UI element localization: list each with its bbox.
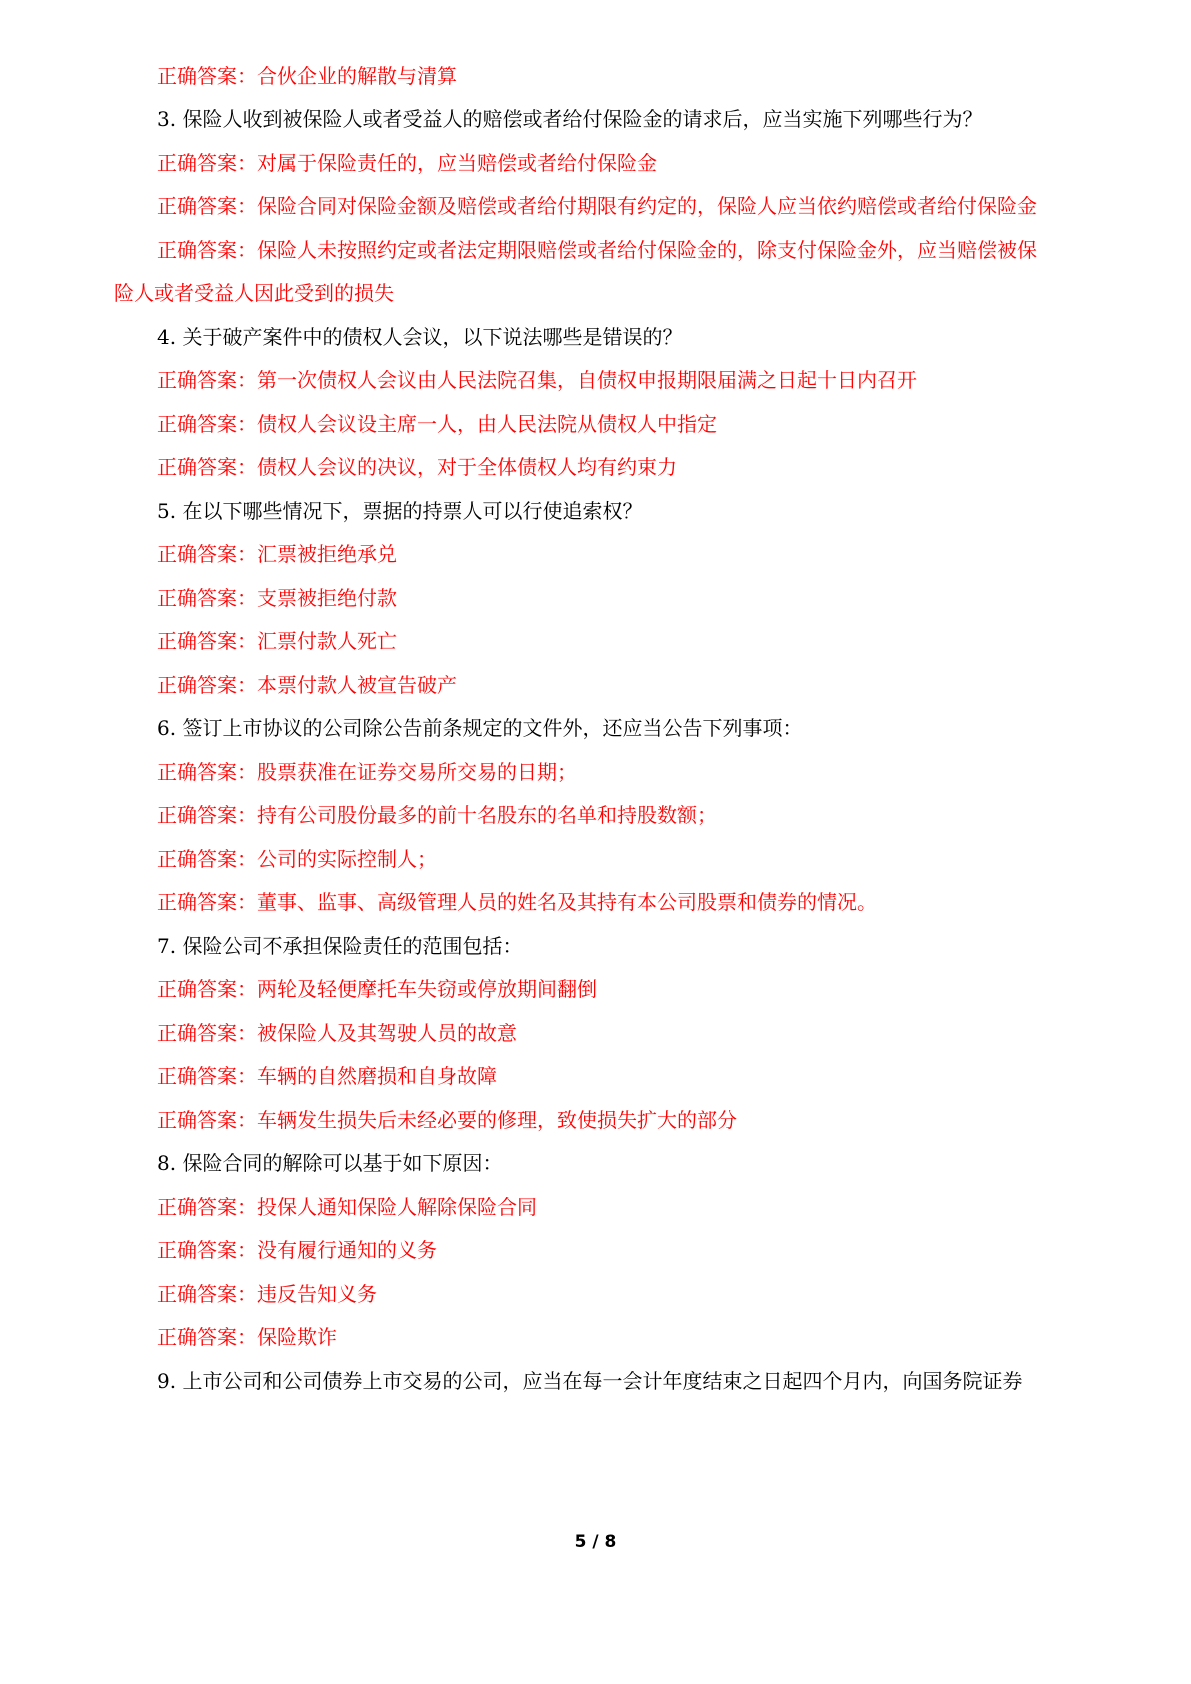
question-8: 8. 保险合同的解除可以基于如下原因： [157, 1151, 503, 1175]
answer-line: 正确答案：债权人会议设主席一人，由人民法院从债权人中指定 [157, 412, 717, 436]
answer-line: 正确答案：没有履行通知的义务 [157, 1238, 437, 1262]
answer-line: 正确答案：合伙企业的解散与清算 [157, 64, 457, 88]
answer-line: 正确答案：第一次债权人会议由人民法院召集，自债权申报期限届满之日起十日内召开 [157, 368, 917, 392]
answer-line: 正确答案：股票获准在证券交易所交易的日期； [157, 760, 577, 784]
answer-line: 正确答案：车辆的自然磨损和自身故障 [157, 1064, 497, 1088]
answer-line: 正确答案：车辆发生损失后未经必要的修理，致使损失扩大的部分 [157, 1108, 737, 1132]
answer-line: 正确答案：保险合同对保险金额及赔偿或者给付期限有约定的，保险人应当依约赔偿或者给付保险金 [157, 194, 1037, 218]
page-number: 5 / 8 [574, 1532, 617, 1552]
answer-line: 正确答案：支票被拒绝付款 [157, 586, 397, 610]
answer-line: 正确答案：汇票付款人死亡 [157, 629, 397, 653]
answer-line-continuation: 险人或者受益人因此受到的损失 [114, 281, 394, 305]
question-9: 9. 上市公司和公司债券上市交易的公司，应当在每一会计年度结束之日起四个月内，向国务院证券 [157, 1369, 1023, 1393]
answer-line: 正确答案：汇票被拒绝承兑 [157, 542, 397, 566]
question-6: 6. 签订上市协议的公司除公告前条规定的文件外，还应当公告下列事项： [157, 716, 803, 740]
answer-line: 正确答案：投保人通知保险人解除保险合同 [157, 1195, 537, 1219]
answer-line: 正确答案：违反告知义务 [157, 1282, 377, 1306]
question-5: 5. 在以下哪些情况下，票据的持票人可以行使追索权？ [157, 499, 643, 523]
question-4: 4. 关于破产案件中的债权人会议，以下说法哪些是错误的？ [157, 325, 683, 349]
answer-line: 正确答案：被保险人及其驾驶人员的故意 [157, 1021, 517, 1045]
question-7: 7. 保险公司不承担保险责任的范围包括： [157, 934, 523, 958]
answer-line: 正确答案：公司的实际控制人； [157, 847, 437, 871]
answer-line: 正确答案：保险人未按照约定或者法定期限赔偿或者给付保险金的，除支付保险金外，应当赔偿被保 [157, 238, 1037, 262]
question-3: 3. 保险人收到被保险人或者受益人的赔偿或者给付保险金的请求后，应当实施下列哪些行为？ [157, 107, 983, 131]
answer-line: 正确答案：董事、监事、高级管理人员的姓名及其持有本公司股票和债券的情况。 [157, 890, 877, 914]
answer-line: 正确答案：债权人会议的决议，对于全体债权人均有约束力 [157, 455, 677, 479]
answer-line: 正确答案：保险欺诈 [157, 1325, 337, 1349]
answer-line: 正确答案：两轮及轻便摩托车失窃或停放期间翻倒 [157, 977, 597, 1001]
answer-line: 正确答案：持有公司股份最多的前十名股东的名单和持股数额； [157, 803, 717, 827]
answer-line: 正确答案：对属于保险责任的，应当赔偿或者给付保险金 [157, 151, 657, 175]
answer-line: 正确答案：本票付款人被宣告破产 [157, 673, 457, 697]
